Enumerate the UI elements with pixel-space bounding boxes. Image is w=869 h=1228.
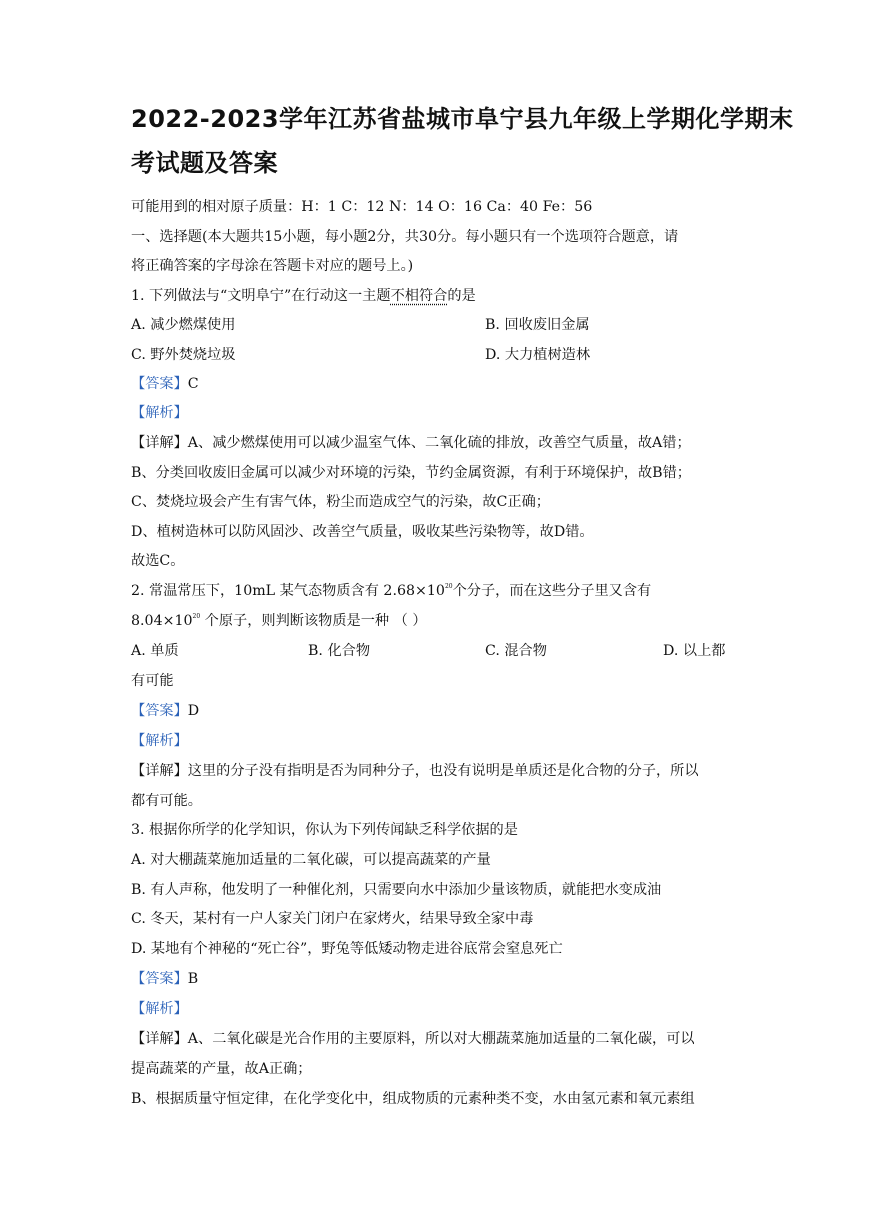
q3-detail-line-1 xyxy=(131,1029,695,1049)
q1-detail-text-1: A、减少燃煤使用可以减少温室气体、二氧化硫的排放，改善空气质量，故A错； xyxy=(187,435,691,451)
q3-option-c: C. 冬天，某村有一户人家关门闭户在家烤火，结果导致全家中毒 xyxy=(131,911,534,927)
q1-stem-prefix: 1. 下列做法与“文明阜宁”在行动这一主题 xyxy=(131,288,391,304)
q1-answer-tag: 【答案】 xyxy=(131,376,188,392)
q1-options-row-2 xyxy=(131,345,751,365)
q3-detail-line-3: B、根据质量守恒定律，在化学变化中，组成物质的元素种类不变，水由氢元素和氧元素组 xyxy=(131,1091,695,1107)
q1-detail-line-3: C、焚烧垃圾会产生有害气体，粉尘而造成空气的污染，故C正确； xyxy=(131,494,550,510)
q3-answer xyxy=(131,969,198,989)
q1-stem-emphasis: 不相符合 xyxy=(390,288,448,304)
q3-answer-value: B xyxy=(187,971,199,987)
q2-option-b: B. 化合物 xyxy=(308,643,371,659)
q3-detail-line-2: 提高蔬菜的产量，故A正确； xyxy=(131,1061,312,1077)
q2-stem-line-2 xyxy=(131,611,427,631)
q3-detail-text-1: A、二氧化碳是光合作用的主要原料，所以对大棚蔬菜施加适量的二氧化碳，可以 xyxy=(187,1031,695,1047)
q1-option-a: A. 减少燃煤使用 xyxy=(131,317,236,333)
q2-detail-text-1: 这里的分子没有指明是否为同种分子，也没有说明是单质还是化合物的分子，所以 xyxy=(187,763,699,779)
q2-stem2-exponent: 20 xyxy=(192,613,201,620)
q2-option-c: C. 混合物 xyxy=(485,643,547,659)
q2-answer-tag: 【答案】 xyxy=(131,703,188,719)
q1-analysis-tag: 【解析】 xyxy=(131,405,188,421)
q2-stem2-a: 8.04×10 xyxy=(131,613,193,629)
q1-detail-line-2: B、分类回收废旧金属可以减少对环境的污染，节约金属资源，有利于环境保护，故B错； xyxy=(131,465,691,481)
q1-detail-tag: 【详解】 xyxy=(131,435,188,451)
q3-option-b: B. 有人声称，他发明了一种催化剂，只需要向水中添加少量该物质，就能把水变成油 xyxy=(131,882,662,898)
q2-option-a: A. 单质 xyxy=(131,643,179,659)
atomic-mass-note: 可能用到的相对原子质量：H：1 C：12 N：14 O：16 Ca：40 Fe：56 xyxy=(131,199,593,215)
section-heading-line-2: 将正确答案的字母涂在答题卡对应的题号上。) xyxy=(131,258,414,274)
q2-answer-value: D xyxy=(187,703,200,719)
q3-detail-tag: 【详解】 xyxy=(131,1031,188,1047)
q2-analysis-tag: 【解析】 xyxy=(131,733,188,749)
q2-stem-line-1 xyxy=(131,581,651,601)
document-title-line-2: 考试题及答案 xyxy=(131,149,278,177)
q1-option-b: B. 回收废旧金属 xyxy=(485,317,590,333)
q1-options-row-1 xyxy=(131,315,751,335)
q1-stem-suffix: 的是 xyxy=(447,288,476,304)
q1-detail-line-4: D、植树造林可以防风固沙、改善空气质量，吸收某些污染物等，故D错。 xyxy=(131,524,594,540)
q1-conclusion: 故选C。 xyxy=(131,553,185,569)
document-title-line-1: 2022-2023学年江苏省盐城市阜宁县九年级上学期化学期末 xyxy=(131,105,794,133)
q1-detail-line-1 xyxy=(131,433,691,453)
q3-stem: 3. 根据你所学的化学知识，你认为下列传闻缺乏科学依据的是 xyxy=(131,822,518,838)
q1-stem xyxy=(131,286,476,306)
q2-detail-line-2: 都有可能。 xyxy=(131,793,202,809)
q2-answer xyxy=(131,701,199,721)
q2-detail-line-1 xyxy=(131,761,699,781)
q2-stem2-b: 个原子，则判断该物质是一种 （ ） xyxy=(200,613,427,629)
q1-option-d: D. 大力植树造林 xyxy=(485,347,591,363)
q3-answer-tag: 【答案】 xyxy=(131,971,188,987)
q2-stem1-b: 个分子，而在这些分子里又含有 xyxy=(452,583,652,599)
q2-option-d-wrap: 有可能 xyxy=(131,673,174,689)
q2-option-d: D. 以上都 xyxy=(663,643,726,659)
section-heading-line-1: 一、选择题(本大题共15小题，每小题2分，共30分。每小题只有一个选项符合题意，请 xyxy=(131,229,679,245)
q1-answer-value: C xyxy=(187,376,199,392)
q3-option-a: A. 对大棚蔬菜施加适量的二氧化碳，可以提高蔬菜的产量 xyxy=(131,852,491,868)
q3-analysis-tag: 【解析】 xyxy=(131,1001,188,1017)
q2-stem1-a: 2. 常温常压下，10mL 某气态物质含有 2.68×10 xyxy=(131,583,445,599)
q2-detail-tag: 【详解】 xyxy=(131,763,188,779)
q3-option-d: D. 某地有个神秘的“死亡谷”，野兔等低矮动物走进谷底常会窒息死亡 xyxy=(131,941,563,957)
q2-options-row xyxy=(131,641,741,661)
q1-answer xyxy=(131,374,199,394)
q2-stem1-exponent: 20 xyxy=(444,583,453,590)
q1-option-c: C. 野外焚烧垃圾 xyxy=(131,347,236,363)
